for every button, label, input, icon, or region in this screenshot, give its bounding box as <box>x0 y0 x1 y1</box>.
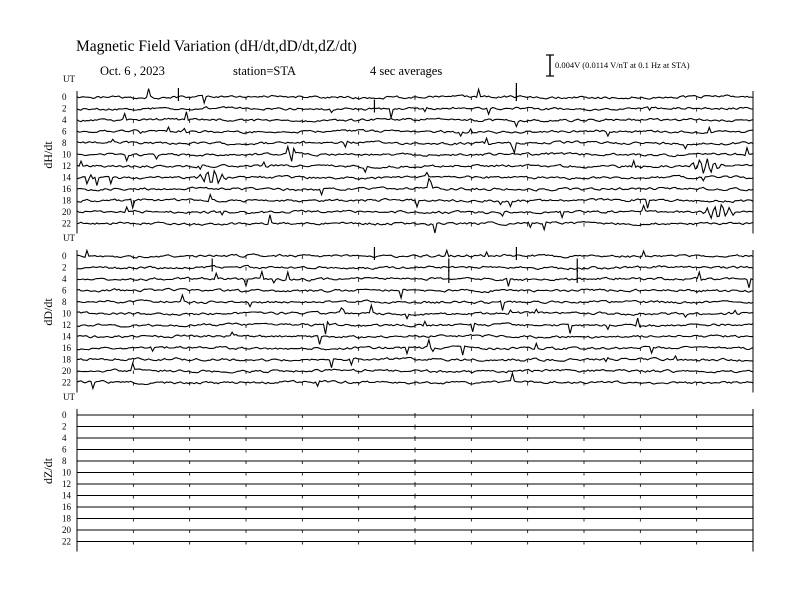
panel-dZ-dt <box>41 392 753 552</box>
row-label: 2 <box>62 262 67 273</box>
row-label: 14 <box>62 331 71 342</box>
row-label: 8 <box>62 138 67 148</box>
row-label: 16 <box>62 343 71 353</box>
scale-bar-label: 0.004V (0.0114 V/nT at 0.1 Hz at STA) <box>555 60 690 70</box>
panel-label: dD/dt <box>41 298 55 326</box>
row-label: 4 <box>62 433 67 443</box>
row-label: 6 <box>62 444 67 455</box>
trace-line <box>77 195 753 209</box>
averaging-label: 4 sec averages <box>370 64 443 78</box>
row-label: 10 <box>62 308 71 319</box>
row-label: 16 <box>62 502 71 512</box>
row-label: 10 <box>62 467 71 478</box>
row-label: 8 <box>62 456 67 466</box>
panel-dH-dt <box>41 74 753 234</box>
trace-line <box>77 127 753 136</box>
panel-label: dZ/dt <box>41 458 55 484</box>
panel-label: dH/dt <box>41 141 55 169</box>
row-label: 22 <box>62 218 71 229</box>
ut-label: UT <box>63 392 75 402</box>
trace-line <box>77 215 753 233</box>
trace-line <box>77 107 753 118</box>
row-label: 12 <box>62 479 71 489</box>
trace-line <box>77 205 753 218</box>
row-label: 18 <box>62 513 71 524</box>
row-label: 10 <box>62 149 71 160</box>
ut-label: UT <box>63 74 75 84</box>
row-label: 12 <box>62 320 71 330</box>
row-label: 22 <box>62 536 71 547</box>
row-label: 14 <box>62 490 71 501</box>
row-label: 14 <box>62 172 71 183</box>
row-label: 20 <box>62 366 71 376</box>
row-label: 4 <box>62 115 67 125</box>
row-label: 20 <box>62 207 71 217</box>
chart-title: Magnetic Field Variation (dH/dt,dD/dt,dZ/dt) <box>76 38 357 55</box>
row-label: 2 <box>62 421 67 432</box>
row-label: 12 <box>62 161 71 171</box>
row-label: 18 <box>62 195 71 206</box>
row-label: 2 <box>62 103 67 114</box>
date-label: Oct. 6 , 2023 <box>100 64 165 78</box>
row-label: 0 <box>62 410 67 420</box>
row-label: 4 <box>62 274 67 284</box>
panel-dD-dt <box>41 233 753 393</box>
trace-line <box>77 318 753 334</box>
row-label: 6 <box>62 285 67 296</box>
ut-label: UT <box>63 233 75 243</box>
row-label: 0 <box>62 92 67 102</box>
row-label: 6 <box>62 126 67 137</box>
trace-line <box>77 179 753 195</box>
row-label: 8 <box>62 297 67 307</box>
row-label: 20 <box>62 525 71 535</box>
row-label: 0 <box>62 251 67 261</box>
row-label: 18 <box>62 354 71 365</box>
row-label: 16 <box>62 184 71 194</box>
station-label: station=STA <box>233 64 296 78</box>
row-label: 22 <box>62 377 71 388</box>
